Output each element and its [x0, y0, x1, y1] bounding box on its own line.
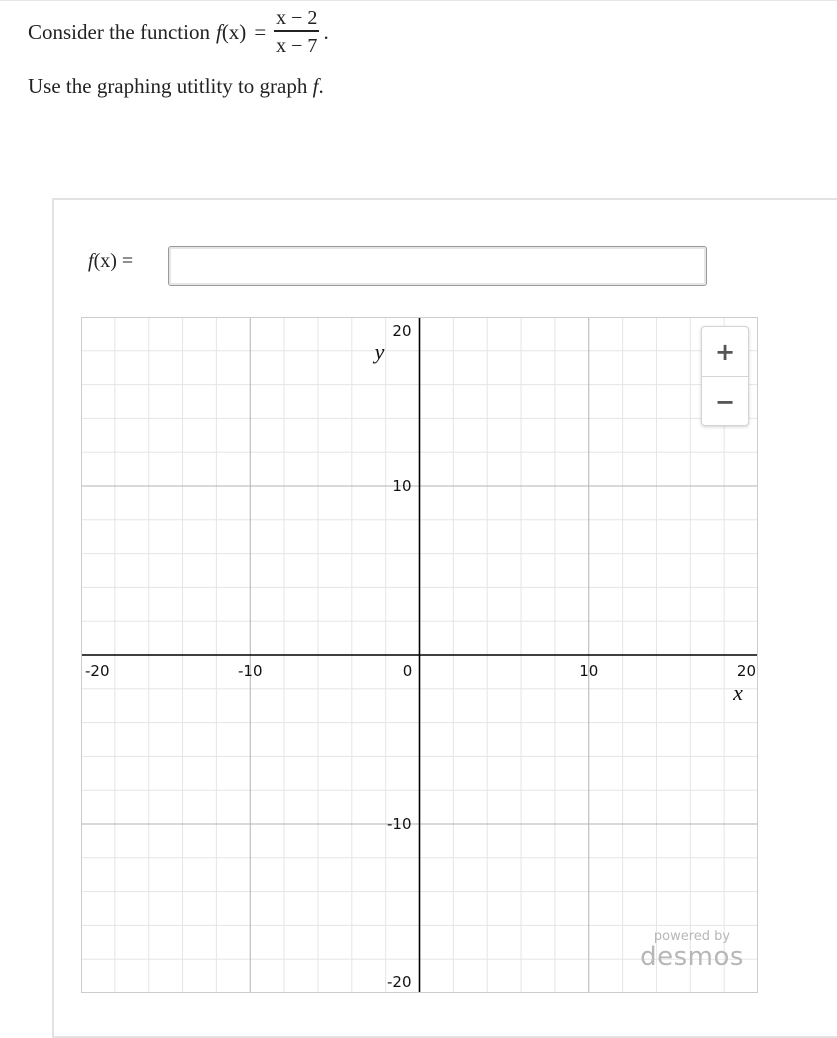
- minus-icon: −: [714, 387, 736, 416]
- x-axis-label: x: [733, 680, 743, 705]
- question-fraction: [274, 8, 319, 55]
- question-intro: Consider the function: [28, 19, 210, 44]
- y-tick-label: 10: [392, 477, 412, 495]
- fraction-denominator: x − 7: [276, 34, 318, 57]
- zoom-in-button[interactable]: [702, 327, 748, 376]
- expression-label: [88, 250, 133, 273]
- graph-canvas[interactable]: [81, 317, 758, 993]
- graph-svg: [81, 317, 758, 993]
- fraction-numerator: x − 2: [276, 7, 318, 30]
- zoom-out-button[interactable]: [702, 377, 748, 426]
- expression-label-arg: (x): [93, 250, 117, 272]
- question-function-name: f: [215, 19, 222, 44]
- plus-icon: +: [714, 337, 736, 366]
- instruction-function-name: f: [312, 74, 319, 98]
- y-tick-label: 20: [392, 322, 412, 340]
- y-tick-label: -20: [387, 973, 412, 991]
- question-function-arg: (x): [221, 19, 247, 44]
- instruction-text: Use the graphing utitlity to graph: [28, 74, 308, 98]
- y-axis-label: y: [374, 339, 385, 364]
- x-tick-label: 10: [579, 662, 599, 680]
- instruction-period: .: [318, 74, 324, 98]
- y-tick-label: -10: [387, 815, 412, 833]
- expression-label-f: f: [88, 250, 94, 272]
- x-tick-label: -10: [238, 662, 263, 680]
- desmos-wordmark: desmos: [640, 942, 744, 972]
- question-equals: =: [254, 19, 267, 44]
- top-divider: [0, 0, 837, 1]
- question-prompt: [28, 7, 329, 57]
- powered-by-text: powered by: [653, 929, 731, 944]
- expression-input[interactable]: [168, 246, 707, 286]
- x-tick-label: 20: [736, 662, 756, 680]
- desmos-logo: [637, 930, 747, 970]
- expression-label-eq: =: [121, 250, 134, 272]
- x-tick-label: -20: [85, 662, 110, 680]
- question-trailing-period: .: [323, 19, 329, 44]
- question-instruction: [28, 74, 324, 99]
- zoom-controls: [701, 326, 749, 426]
- x-tick-label: 0: [402, 662, 413, 680]
